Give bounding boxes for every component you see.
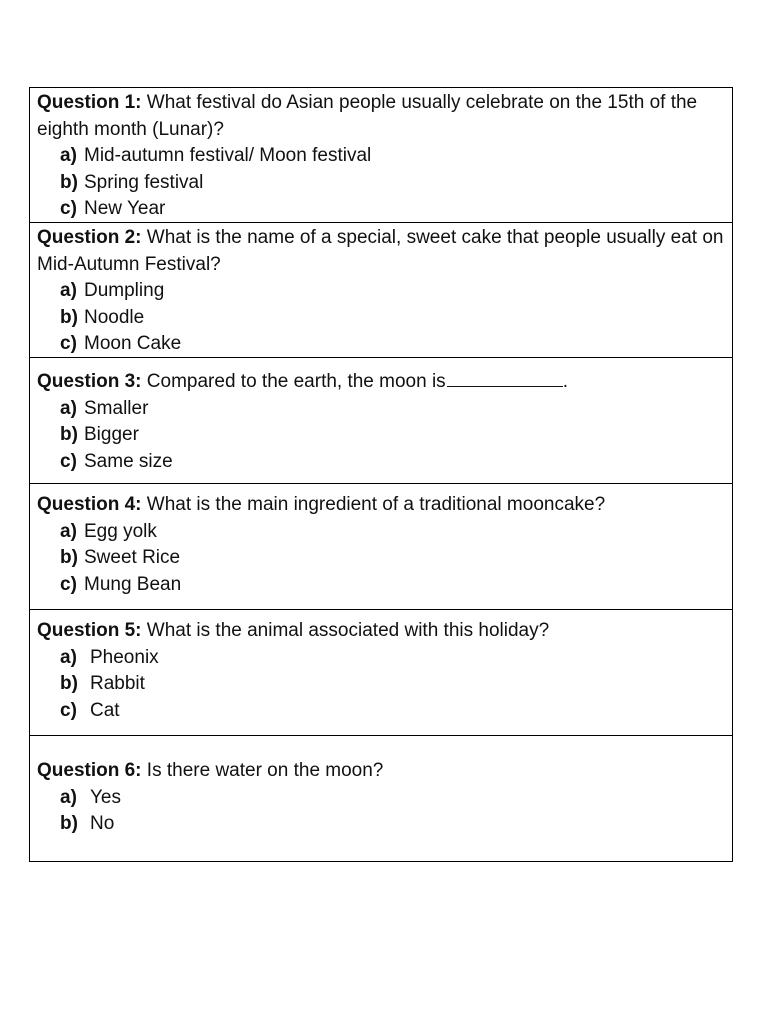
option-a[interactable] bbox=[37, 396, 724, 423]
question-text: What is the animal associated with this holiday? bbox=[146, 620, 550, 641]
question-text: What festival do Asian people usually celebrate on the 15th of the eighth month (Lunar)? bbox=[37, 92, 698, 140]
option-c[interactable] bbox=[37, 196, 724, 223]
option-c[interactable] bbox=[37, 331, 724, 358]
option-text: Cat bbox=[90, 699, 120, 721]
option-b[interactable] bbox=[37, 671, 724, 698]
question-1 bbox=[37, 90, 724, 143]
option-letter: a) bbox=[60, 145, 77, 166]
option-letter: b) bbox=[60, 424, 78, 445]
option-letter: a) bbox=[60, 280, 77, 301]
option-a[interactable] bbox=[37, 278, 724, 305]
option-b[interactable] bbox=[37, 170, 724, 197]
option-letter: a) bbox=[60, 646, 77, 668]
option-letter: c) bbox=[60, 699, 77, 721]
question-cell-2 bbox=[30, 223, 732, 358]
option-text: Egg yolk bbox=[84, 520, 157, 542]
question-5 bbox=[37, 618, 724, 645]
question-label: Question 1: bbox=[37, 92, 142, 113]
option-c[interactable] bbox=[37, 698, 724, 725]
question-6 bbox=[37, 758, 724, 785]
question-text: What is the main ingredient of a traditional mooncake? bbox=[146, 494, 606, 515]
question-cell-5 bbox=[30, 610, 732, 736]
option-letter: a) bbox=[60, 786, 77, 808]
option-text: Spring festival bbox=[84, 171, 204, 193]
option-a[interactable] bbox=[37, 645, 724, 672]
option-letter: c) bbox=[60, 450, 77, 472]
option-letter: b) bbox=[60, 171, 78, 193]
option-text: No bbox=[90, 813, 115, 834]
option-c[interactable] bbox=[37, 449, 724, 476]
question-cell-3 bbox=[30, 358, 732, 484]
option-letter: b) bbox=[60, 813, 78, 834]
option-letter: b) bbox=[60, 547, 78, 568]
option-letter: c) bbox=[60, 333, 77, 354]
option-text: Bigger bbox=[84, 424, 139, 445]
option-text: Mung Bean bbox=[84, 573, 182, 595]
option-text: Noodle bbox=[84, 306, 145, 328]
option-letter: b) bbox=[60, 673, 78, 694]
option-text: Mid-autumn festival/ Moon festival bbox=[84, 145, 372, 166]
quiz-table bbox=[29, 87, 733, 862]
question-text: Is there water on the moon? bbox=[146, 760, 384, 781]
option-text: Sweet Rice bbox=[84, 547, 181, 568]
question-cell-4 bbox=[30, 484, 732, 610]
question-cell-6 bbox=[30, 736, 732, 861]
option-text: Moon Cake bbox=[84, 333, 182, 354]
option-letter: a) bbox=[60, 397, 77, 419]
option-text: Pheonix bbox=[90, 646, 159, 668]
question-label: Question 6: bbox=[37, 760, 142, 781]
question-text: What is the name of a special, sweet cake that people usually eat on Mid-Autumn Festival? bbox=[37, 227, 724, 275]
question-text: Compared to the earth, the moon is bbox=[146, 371, 446, 392]
option-letter: c) bbox=[60, 573, 77, 595]
question-label: Question 4: bbox=[37, 494, 142, 515]
option-letter: c) bbox=[60, 198, 77, 219]
answer-blank[interactable] bbox=[447, 368, 563, 387]
option-b[interactable] bbox=[37, 811, 724, 838]
question-label: Question 5: bbox=[37, 620, 142, 641]
question-label: Question 2: bbox=[37, 227, 142, 248]
option-text: Same size bbox=[84, 450, 173, 472]
option-b[interactable] bbox=[37, 305, 724, 332]
option-text: Dumpling bbox=[84, 280, 165, 301]
option-text: Rabbit bbox=[90, 673, 145, 694]
option-text: Smaller bbox=[84, 397, 149, 419]
option-b[interactable] bbox=[37, 545, 724, 572]
option-text: New Year bbox=[84, 198, 166, 219]
option-c[interactable] bbox=[37, 572, 724, 599]
question-label: Question 3: bbox=[37, 371, 142, 392]
option-a[interactable] bbox=[37, 143, 724, 170]
option-text: Yes bbox=[90, 786, 121, 808]
question-3 bbox=[37, 368, 724, 396]
option-a[interactable] bbox=[37, 785, 724, 812]
option-letter: b) bbox=[60, 306, 78, 328]
question-cell-1 bbox=[30, 88, 732, 223]
question-2 bbox=[37, 225, 724, 278]
option-b[interactable] bbox=[37, 422, 724, 449]
option-letter: a) bbox=[60, 520, 77, 542]
option-a[interactable] bbox=[37, 519, 724, 546]
question-text-end: . bbox=[562, 371, 568, 392]
question-4 bbox=[37, 492, 724, 519]
